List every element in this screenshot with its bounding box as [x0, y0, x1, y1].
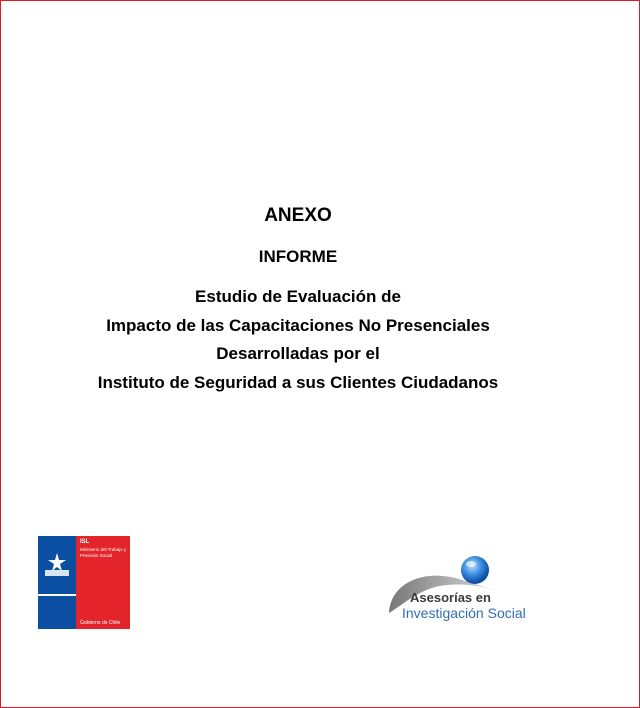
title-line-4: Instituto de Seguridad a sus Clientes Ciudadanos [97, 373, 499, 392]
isl-government-logo [38, 536, 130, 629]
title-line-3: Desarrolladas por el [216, 344, 380, 363]
chile-coat-of-arms-icon [38, 536, 76, 594]
title-line-1: Estudio de Evaluación de [195, 287, 401, 306]
isl-ministry-text: Ministerio del Trabajo y Previsión Social [80, 547, 127, 558]
report-heading: INFORME [258, 247, 338, 266]
title-line-2: Impacto de las Capacitaciones No Presenciales [106, 316, 490, 335]
isl-logo-red-panel [76, 536, 130, 629]
ais-logo-line1: Asesorías en [410, 590, 491, 605]
ais-logo-line2: Investigación Social [402, 605, 526, 621]
isl-acronym: ISL [80, 539, 90, 545]
isl-logo-blue-lower [38, 594, 76, 629]
isl-government-text: Gobierno de Chile [80, 620, 121, 626]
annex-heading: ANEXO [264, 205, 332, 226]
isl-logo-blue-panel [38, 536, 76, 629]
